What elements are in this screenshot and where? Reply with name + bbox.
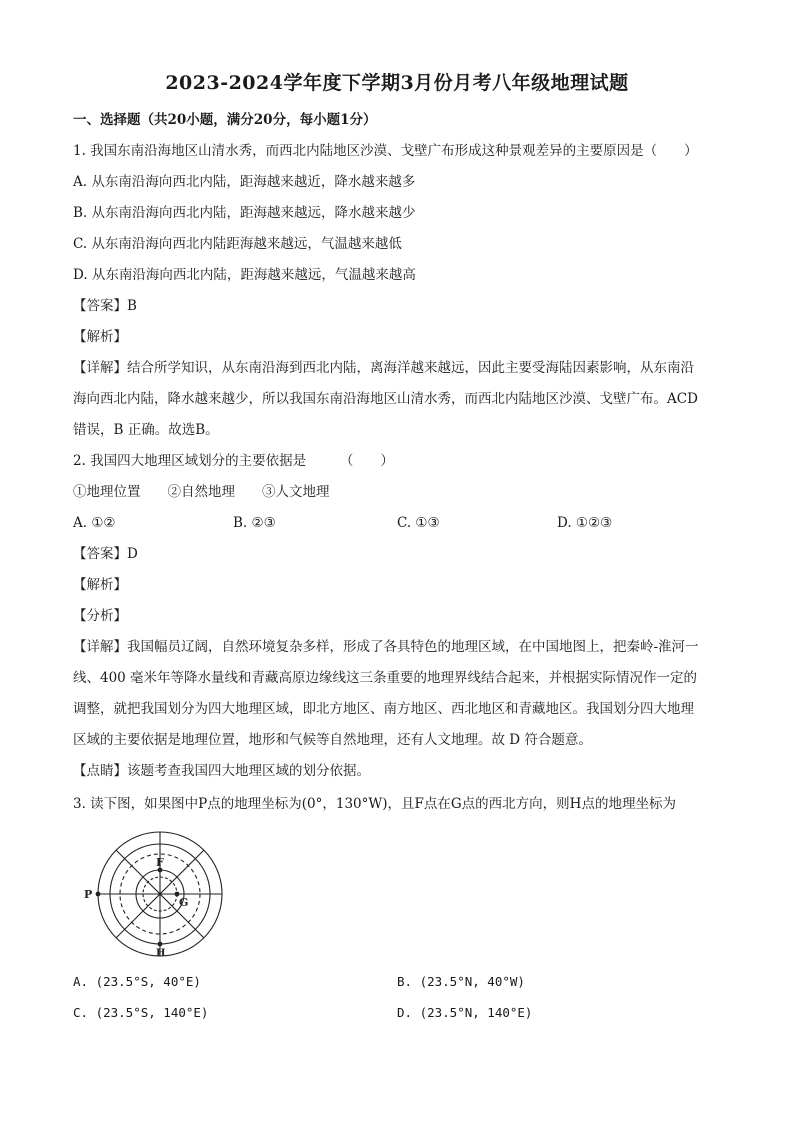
- q2-items: ①地理位置 ②自然地理 ③人文地理: [73, 484, 330, 500]
- q2-detail-line-1: 【详解】我国幅员辽阔，自然环境复杂多样，形成了各具特色的地理区域，在中国地图上，把秦岭-淮河一: [73, 639, 699, 655]
- label-p: P: [84, 888, 93, 901]
- q1-stem: 1. 我国东南沿海地区山清水秀，而西北内陆地区沙漠、戈壁广布形成这种景观差异的主要原因是（ ）: [73, 143, 698, 159]
- q1-detail-line-1: 【详解】结合所学知识，从东南沿海到西北内陆，离海洋越来越远，因此主要受海陆因素影响，从东南沿: [73, 360, 694, 376]
- q1-option-b: B. 从东南沿海向西北内陆，距海越来越远，降水越来越少: [73, 205, 416, 221]
- q2-detail-line-3: 调整，就把我国划分为四大地理区域，即北方地区、南方地区、西北地区和青藏地区。我国划分四大地理: [73, 701, 694, 717]
- section-heading: 一、选择题（共20小题，满分20分，每小题1分）: [73, 112, 377, 128]
- q2-analysis: 【解析】: [73, 577, 127, 593]
- q2-option-c: C. ①③: [397, 515, 440, 531]
- q2-option-a: A. ①②: [73, 515, 116, 531]
- q3-option-b: B. (23.5°N, 40°W): [397, 974, 525, 989]
- q2-stem: 2. 我国四大地理区域划分的主要依据是 （ ）: [73, 453, 394, 469]
- q3-option-a: A. (23.5°S, 40°E): [73, 974, 201, 989]
- q1-detail-line-2: 海向西北内陆，降水越来越少，所以我国东南沿海地区山清水秀，而西北内陆地区沙漠、戈壁广布。ACD: [73, 391, 698, 407]
- q2-option-b: B. ②③: [233, 515, 276, 531]
- point-p-marker: [96, 892, 101, 897]
- q2-dianjing: 【点睛】该题考查我国四大地理区域的划分依据。: [73, 763, 370, 779]
- q1-analysis: 【解析】: [73, 329, 127, 345]
- polar-projection-diagram: [80, 828, 230, 958]
- q1-detail-line-3: 错误，B 正确。故选B。: [73, 422, 219, 438]
- q3-stem: 3. 读下图，如果图中P点的地理坐标为(0°，130°W)，且F点在G点的西北方向，则H点的地理坐标为: [73, 796, 676, 812]
- q1-option-a: A. 从东南沿海向西北内陆，距海越来越近，降水越来越多: [73, 174, 416, 190]
- q2-detail-line-4: 区域的主要依据是地理位置，地形和气候等自然地理，还有人文地理。故 D 符合题意。: [73, 732, 592, 748]
- q2-detail-line-2: 线、400 毫米年等降水量线和青藏高原边缘线这三条重要的地理界线结合起来，并根据实际情况作一定的: [73, 670, 698, 686]
- q3-option-c: C. (23.5°S, 140°E): [73, 1005, 209, 1020]
- q1-option-d: D. 从东南沿海向西北内陆，距海越来越远，气温越来越高: [73, 267, 416, 283]
- point-h-marker: [158, 942, 163, 947]
- label-f: F: [156, 856, 164, 869]
- q1-answer: 【答案】B: [73, 298, 137, 314]
- label-g: G: [179, 896, 189, 909]
- q2-option-d: D. ①②③: [557, 515, 613, 531]
- label-h: H: [156, 948, 166, 958]
- q3-option-d: D. (23.5°N, 140°E): [397, 1005, 533, 1020]
- page-title: 2023-2024学年度下学期3月份月考八年级地理试题: [165, 72, 629, 94]
- q2-answer: 【答案】D: [73, 546, 138, 562]
- q1-option-c: C. 从东南沿海向西北内陆距海越来越远，气温越来越低: [73, 236, 402, 252]
- q2-fenxi: 【分析】: [73, 608, 127, 624]
